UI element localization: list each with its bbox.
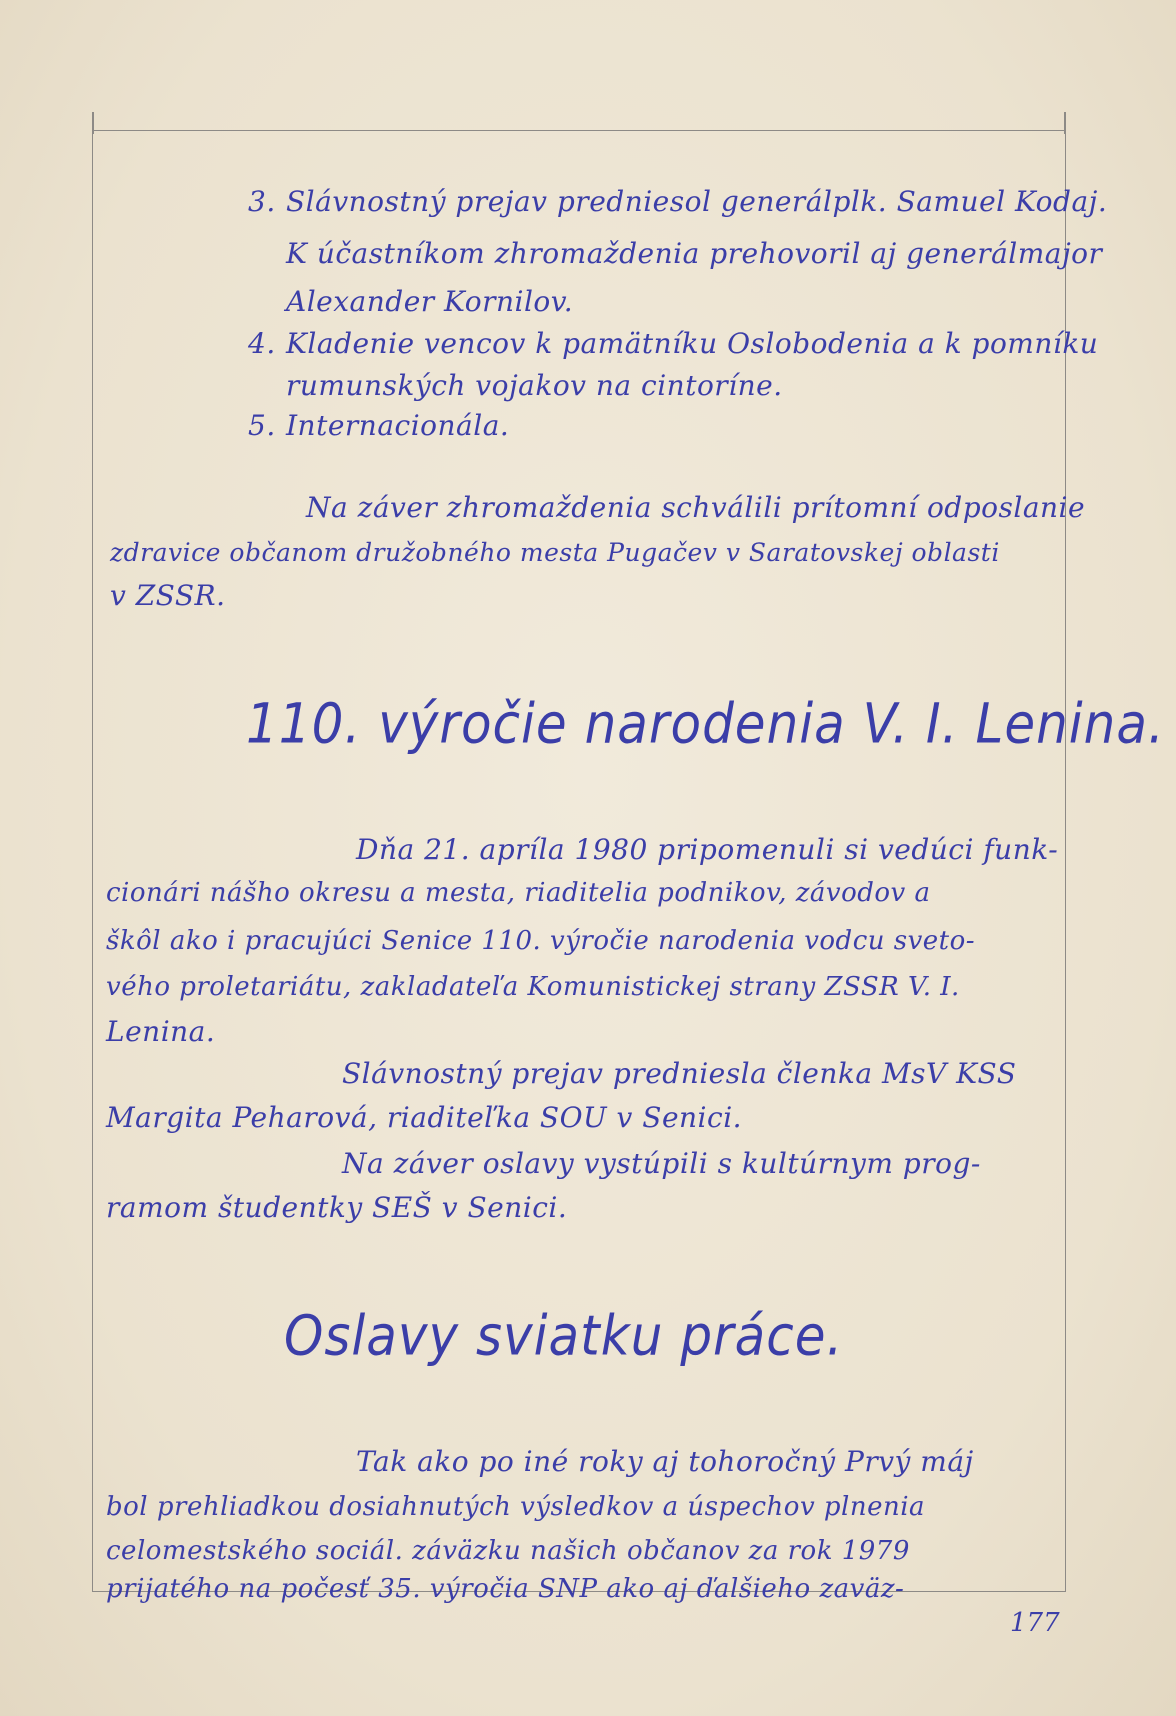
paragraph-line: prijatého na počesť 35. výročia SNP ako aj ďalšieho zaväz- xyxy=(106,1574,905,1604)
list-item-line: Alexander Kornilov. xyxy=(286,285,574,318)
paragraph-line: celomestského sociál. záväzku našich občanov za rok 1979 xyxy=(106,1536,910,1566)
paragraph-line: Dňa 21. apríla 1980 pripomenuli si vedúci funk- xyxy=(356,833,1059,866)
paragraph-line: Slávnostný prejav predniesla členka MsV KSS xyxy=(342,1057,1017,1090)
paragraph-line: zdravice občanom družobného mesta Pugačev v Saratovskej oblasti xyxy=(110,538,1000,567)
list-item-line: K účastníkom zhromaždenia prehovoril aj generálmajor xyxy=(286,237,1103,270)
section-heading-lenin: 110. výročie narodenia V. I. Lenina. xyxy=(246,692,1165,756)
paragraph-line: Na záver zhromaždenia schválili prítomní odposlanie xyxy=(306,491,1086,524)
paragraph-line: škôl ako i pracujúci Senice 110. výročie narodenia vodcu sveto- xyxy=(106,926,976,956)
page-number: 177 xyxy=(1010,1608,1060,1638)
paragraph-line: Lenina. xyxy=(106,1015,216,1048)
list-item-number: 5. xyxy=(248,409,276,442)
list-item-line: Slávnostný prejav predniesol generálplk. Samuel Kodaj. xyxy=(286,185,1108,218)
paragraph-line: Na záver oslavy vystúpili s kultúrnym prog- xyxy=(342,1147,981,1180)
paragraph-line: bol prehliadkou dosiahnutých výsledkov a úspechov plnenia xyxy=(106,1492,926,1522)
paragraph-line: v ZSSR. xyxy=(110,579,226,612)
list-item-number: 4. xyxy=(248,327,276,360)
section-heading-labour-day: Oslavy sviatku práce. xyxy=(284,1304,844,1368)
list-item-line: Kladenie vencov k pamätníku Oslobodenia a k pomníku xyxy=(286,327,1099,360)
paragraph-line: Tak ako po iné roky aj tohoročný Prvý máj xyxy=(356,1445,974,1478)
paragraph-line: cionári nášho okresu a mesta, riaditelia podnikov, závodov a xyxy=(106,878,931,908)
paragraph-line: Margita Peharová, riaditeľka SOU v Senici. xyxy=(106,1101,743,1134)
list-item-line: Internacionála. xyxy=(286,409,510,442)
list-item-line: rumunských vojakov na cintoríne. xyxy=(286,369,783,402)
paragraph-line: ramom študentky SEŠ v Senici. xyxy=(106,1191,568,1224)
paragraph-line: vého proletariátu, zakladateľa Komunistickej strany ZSSR V. I. xyxy=(106,972,960,1002)
list-item-number: 3. xyxy=(248,185,276,218)
